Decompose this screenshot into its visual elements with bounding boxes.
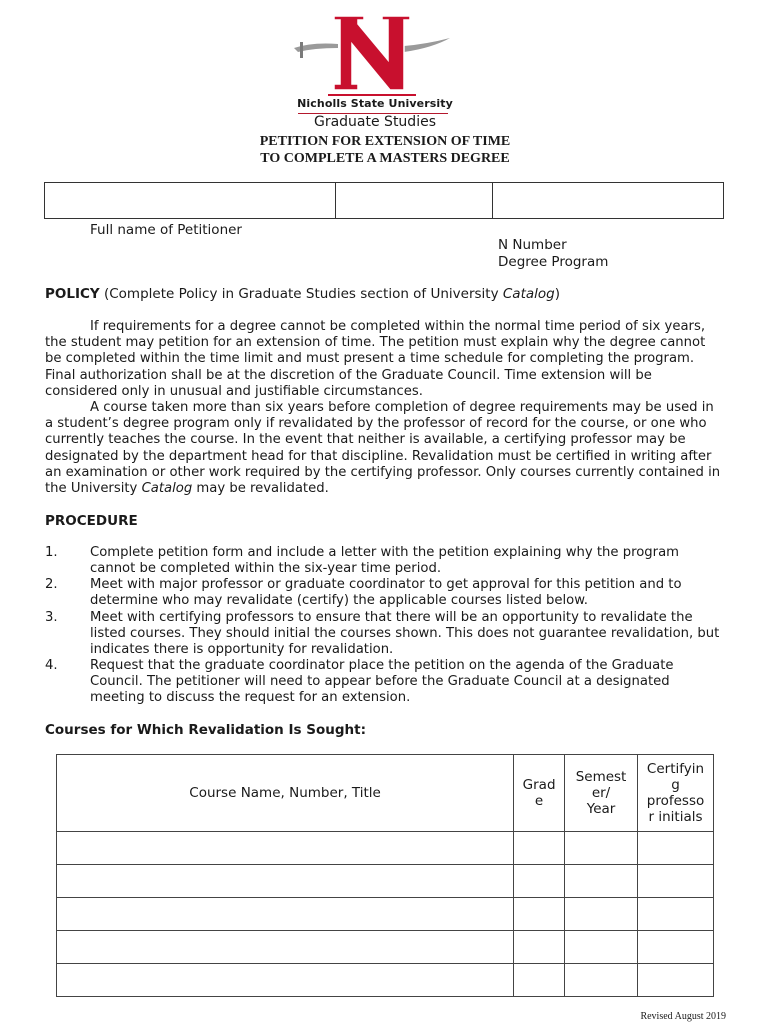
initials-cell[interactable] <box>638 865 714 898</box>
semester-header: Semest er/ Year <box>565 755 638 832</box>
catalog-text: Catalog <box>502 286 555 302</box>
courses-table <box>56 754 714 997</box>
step-number: 4. <box>45 658 58 673</box>
course-cell[interactable] <box>57 865 514 898</box>
policy-subheading-end: ) <box>554 286 561 302</box>
table-row <box>57 898 714 931</box>
degree-program-label: Degree Program <box>498 254 609 270</box>
university-name: Nicholls State University <box>297 97 453 110</box>
certifying-header: Certifyin g professo r initials <box>638 755 714 832</box>
semester-cell[interactable] <box>565 964 638 997</box>
grade-cell[interactable] <box>514 832 565 865</box>
n-number-label: N Number <box>498 237 567 253</box>
policy-subheading: (Complete Policy in Graduate Studies section of University <box>99 286 503 302</box>
semester-cell[interactable] <box>565 898 638 931</box>
semester-cell[interactable] <box>565 832 638 865</box>
policy-paragraph-2-text: A course taken more than six years before completion of degree requirements may be used in a student’s degree program only if revalidated by the professor of record for the course, or one who currently teaches the course. In the event that neither is available, a certifying professor may be designated by the department head for that discipline. Revalidation must be certified in writing after an examination or other work required by the certifying professor. Only courses currently contained in the University <box>45 400 721 497</box>
university-logo <box>292 12 452 98</box>
procedure-step <box>45 610 725 658</box>
table-row <box>57 931 714 964</box>
courses-heading: Courses for Which Revalidation Is Sought: <box>45 722 366 738</box>
step-text: Meet with major professor or graduate coordinator to get approval for this petition and to determine who may revalidate (certify) the applicable courses listed below. <box>90 577 682 609</box>
step-text: Meet with certifying professors to ensure that there will be an opportunity to revalidate the listed courses. They should initial the courses shown. This does not guarantee revalidation, but indicates there is opportunity for revalidation. <box>90 610 720 658</box>
step-text: Request that the graduate coordinator place the petition on the agenda of the Graduate Council. The petitioner will need to appear before the Graduate Council at a designated meeting to discuss the request for an extension. <box>90 658 674 706</box>
step-number: 1. <box>45 545 58 560</box>
course-cell[interactable] <box>57 964 514 997</box>
grade-cell[interactable] <box>514 898 565 931</box>
table-row <box>57 964 714 997</box>
form-title-line-2: TO COMPLETE A MASTERS DEGREE <box>260 151 510 166</box>
grade-cell[interactable] <box>514 931 565 964</box>
degree-program-field[interactable] <box>493 183 723 218</box>
policy-heading <box>45 286 560 302</box>
step-number: 2. <box>45 577 58 592</box>
n-number-field[interactable] <box>336 183 492 218</box>
form-title-line-1: PETITION FOR EXTENSION OF TIME <box>259 134 511 149</box>
policy-paragraph-1: If requirements for a degree cannot be completed within the normal time period of six years, the student may petition for an extension of time. The petition must explain why the degree cannot be completed within the time limit and must present a time schedule for completing the program. Final authorization shall be at the discretion of the Graduate Council. Time extension will be considered only in unusual and justifiable circumstances. <box>45 319 706 399</box>
table-row <box>57 865 714 898</box>
procedure-step <box>45 658 725 706</box>
step-text: Complete petition form and include a letter with the petition explaining why the program cannot be completed within the six-year time period. <box>90 545 680 577</box>
course-cell[interactable] <box>57 832 514 865</box>
policy-paragraph-2 <box>45 400 725 497</box>
table-row <box>57 832 714 865</box>
grade-cell[interactable] <box>514 964 565 997</box>
full-name-label: Full name of Petitioner <box>90 222 242 238</box>
policy-paragraph-2-end: may be revalidated. <box>192 481 329 497</box>
initials-cell[interactable] <box>638 898 714 931</box>
policy-body <box>45 319 725 497</box>
course-cell[interactable] <box>57 898 514 931</box>
policy-title: POLICY <box>45 286 100 302</box>
initials-cell[interactable] <box>638 931 714 964</box>
initials-cell[interactable] <box>638 832 714 865</box>
initials-cell[interactable] <box>638 964 714 997</box>
revision-date: Revised August 2019 <box>640 1011 726 1022</box>
semester-cell[interactable] <box>565 865 638 898</box>
course-cell[interactable] <box>57 931 514 964</box>
procedure-heading: PROCEDURE <box>45 513 138 529</box>
grade-cell[interactable] <box>514 865 565 898</box>
step-number: 3. <box>45 610 58 625</box>
grade-header: Grad e <box>514 755 565 832</box>
procedure-step <box>45 577 725 609</box>
catalog-text: Catalog <box>141 481 193 497</box>
semester-cell[interactable] <box>565 931 638 964</box>
full-name-field[interactable] <box>45 183 335 218</box>
department-name: Graduate Studies <box>313 114 436 130</box>
procedure-step <box>45 545 725 577</box>
table-header-row <box>57 755 714 832</box>
course-header: Course Name, Number, Title <box>57 755 514 832</box>
